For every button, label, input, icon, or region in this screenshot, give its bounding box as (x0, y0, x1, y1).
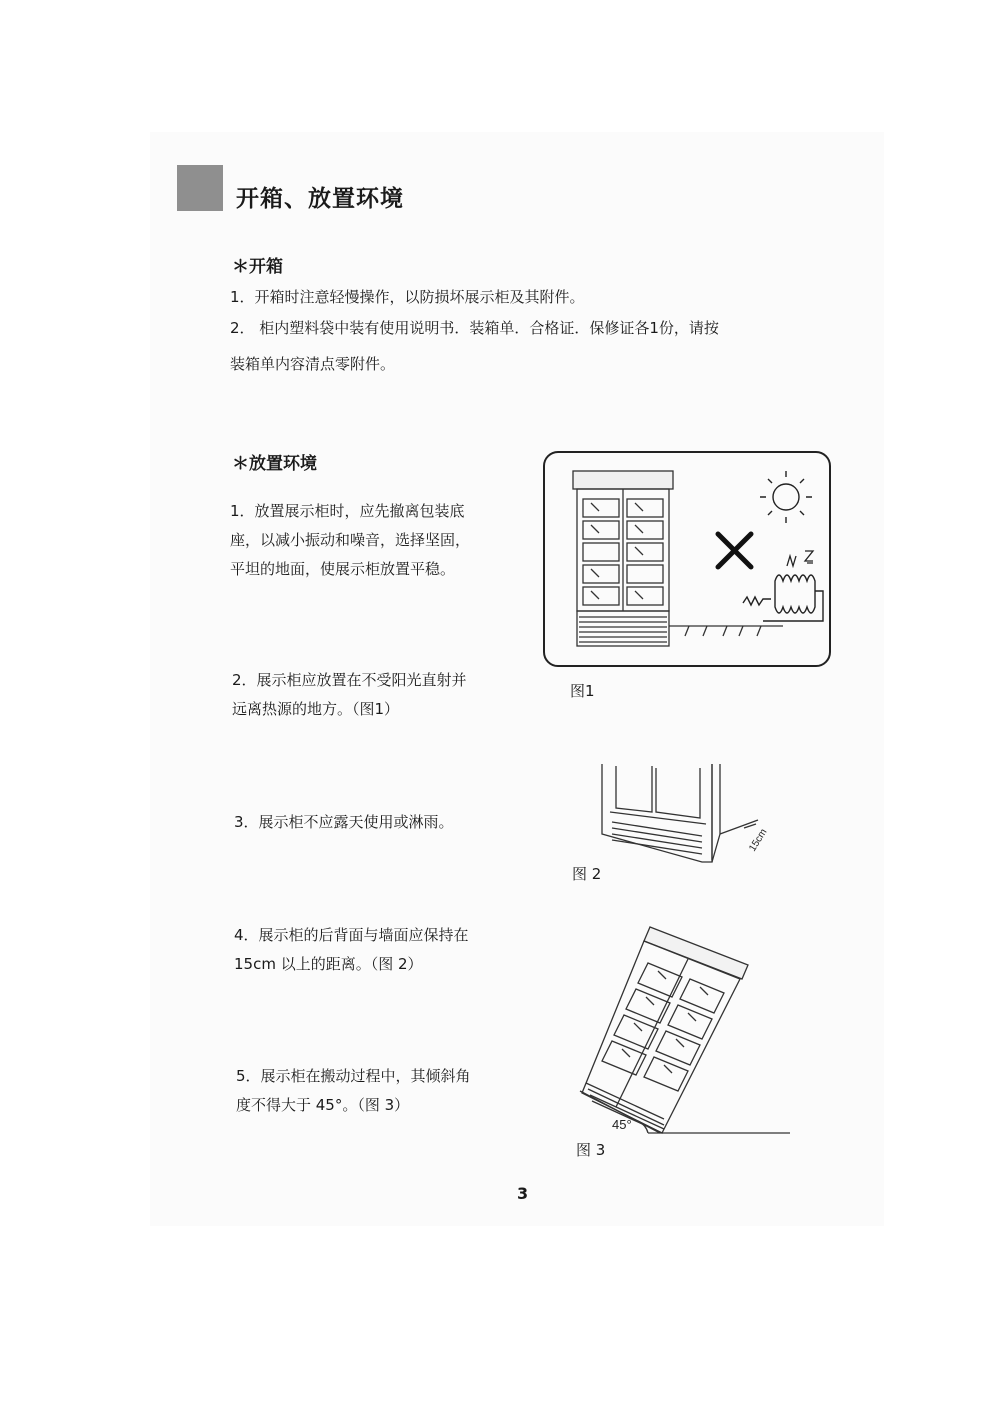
placement-item-2-line: 2．展示柜应放置在不受阳光直射并 (232, 671, 467, 689)
placement-item-3 (234, 808, 454, 837)
placement-item-5-line: 5．展示柜在搬动过程中，其倾斜角 (236, 1067, 471, 1085)
figure-3-angle: 45° (612, 1117, 632, 1132)
placement-item-3-line: 3．展示柜不应露天使用或淋雨。 (234, 813, 454, 831)
sun-icon (760, 471, 812, 523)
figure-1-caption: 图1 (570, 682, 595, 700)
figure-1 (543, 451, 831, 667)
section-marker (177, 165, 223, 211)
figure-2 (596, 762, 786, 866)
placement-item-2 (232, 666, 467, 724)
cabinet-drawing (580, 927, 748, 1133)
placement-item-1-line: 1．放置展示柜时，应先撤离包装底 (230, 502, 465, 520)
unboxing-item-2-cont: 装箱单内容清点零附件。 (230, 355, 396, 373)
page-number: 3 (517, 1184, 529, 1203)
unboxing-item-2: 2． 柜内塑料袋中装有使用说明书．装箱单．合格证．保修证各1份，请按 (230, 319, 719, 337)
figure-2-caption: 图 2 (572, 865, 602, 883)
placement-item-5 (236, 1062, 471, 1120)
placement-item-4-line: 15cm 以上的距离。（图 2） (234, 955, 423, 973)
figure-3-caption: 图 3 (576, 1141, 606, 1159)
radiator-icon (743, 575, 823, 621)
placement-item-4 (234, 921, 469, 979)
placement-item-2-line: 远离热源的地方。（图1） (232, 700, 400, 718)
unboxing-item-1: 1．开箱时注意轻慢操作，以防损坏展示柜及其附件。 (230, 288, 585, 306)
prohibited-x-icon (718, 534, 751, 567)
placement-item-1-line: 平坦的地面，使展示柜放置平稳。 (230, 560, 456, 578)
figure-3 (578, 923, 792, 1137)
cabinet-drawing (573, 471, 673, 646)
placement-item-4-line: 4．展示柜的后背面与墙面应保持在 (234, 926, 469, 944)
heat-waves-icon (787, 551, 813, 566)
placement-item-1-line: 座，以减小振动和噪音，选择坚固， (230, 531, 471, 549)
cabinet-drawing (602, 764, 758, 862)
figure-2-dimension: 15cm (747, 827, 770, 854)
unboxing-heading: ＊开箱 (232, 257, 283, 277)
placement-heading: ＊放置环境 (232, 454, 317, 474)
placement-item-5-line: 度不得大于 45°。（图 3） (236, 1096, 410, 1114)
placement-item-1 (230, 497, 470, 584)
section-title: 开箱、放置环境 (236, 186, 404, 212)
